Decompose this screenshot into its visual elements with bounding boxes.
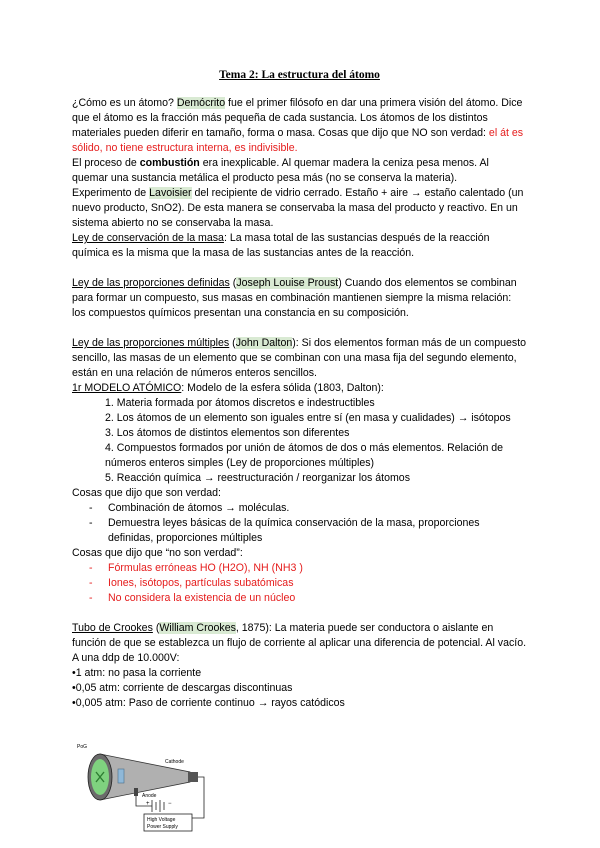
ddp-line: A una ddp de 10.000V: xyxy=(72,652,180,664)
false-heading: Cosas que dijo que “no son verdad”: xyxy=(72,547,243,559)
maltese-cross xyxy=(118,769,124,783)
model-list xyxy=(72,396,527,486)
cathode-cap xyxy=(188,772,198,782)
list-item: • 0,005 atm: Paso de corriente continuo → rayos catódicos xyxy=(72,696,527,711)
paragraph-atomic-model: 1r MODELO ATÓMICO: Modelo de la esfera sólida (1803, Dalton): xyxy=(72,382,384,394)
list-item: • 0,05 atm: corriente de descargas discontinuas xyxy=(72,681,527,696)
crookes-tube-diagram xyxy=(72,738,222,833)
highlight-crookes: William Crookes xyxy=(159,622,236,634)
list-item: 1. Materia formada por átomos discretos e indestructibles xyxy=(105,397,375,409)
list-item: 3. Los átomos de distintos elementos son diferentes xyxy=(105,427,350,439)
label-minus: − xyxy=(168,801,172,807)
ddp-list xyxy=(72,666,527,711)
false-list xyxy=(72,561,527,606)
label-supply-2: Power Supply xyxy=(147,824,178,830)
red-note: el át es sólido, no tiene estructura interna, es indivisible. xyxy=(72,127,524,154)
true-list xyxy=(72,501,527,546)
label-anode: Anode xyxy=(142,793,157,799)
label-left: PoG xyxy=(77,744,88,750)
highlight-democrito: Demócrito xyxy=(176,97,226,109)
paragraph-lavoisier: Experimento de Lavoisier del recipiente de vidrio cerrado. Estaño + aire → estaño calentado (un nuevo producto, SnO2). De esta manera se conservaba la masa del producto y reactivo. En un sistema abierto no se conservaba la masa. xyxy=(72,187,524,229)
highlight-dalton: John Dalton xyxy=(235,337,293,349)
true-heading: Cosas que dijo que son verdad: xyxy=(72,487,222,499)
list-item: 4. Compuestos formados por unión de átomos de dos o más elementos. Relación de números enteros simples (Ley de proporciones múltiples) xyxy=(105,442,504,469)
page-title: Tema 2: La estructura del átomo xyxy=(219,69,380,81)
paragraph-combustion: El proceso de combustión era inexplicable. Al quemar madera la ceniza pesa menos. Al quemar una sustancia metálica el producto pesa más (no se conserva la materia). xyxy=(72,157,489,184)
paragraph-crookes: Tubo de Crookes (William Crookes, 1875): La materia puede ser conductora o aislante en función de que se establezca un flujo de corriente al aplicar una diferencia de potencial. Al vacío. xyxy=(72,622,527,649)
highlight-lavoisier: Lavoisier xyxy=(149,187,192,199)
paragraph-multiple-proportions: Ley de las proporciones múltiples (John Dalton): Si dos elementos forman más de un compuesto sencillo, las masas de un elemento que se combinan con una masa fija del segundo elemento, están en una relación de números enteros sencillos. xyxy=(72,337,527,379)
list-item: - Fórmulas erróneas HO (H2O), NH (NH3 ) xyxy=(72,561,527,576)
list-item: - Iones, isótopos, partículas subatómicas xyxy=(72,576,527,591)
label-plus: + xyxy=(146,801,150,807)
anode xyxy=(134,788,138,796)
label-supply-1: High Voltage xyxy=(147,817,176,823)
paragraph-definite-proportions: Ley de las proporciones definidas (Joseph Louise Proust) Cuando dos elementos se combinan para formar un compuesto, sus masas en combinación mantienen siempre la misma relación: los compuestos químicos presentan una constancia en su composición. xyxy=(72,277,517,319)
document-page xyxy=(72,68,527,711)
paragraph-democrito: ¿Cómo es un átomo? Demócrito fue el primer filósofo en dar una primera visión del átomo. Dice que el átomo es la fracción más pequeña de cada sustancia. Los átomos de los distintos materiales pueden diferir en tamaño, forma o masa. Cosas que dijo que NO son verdad: el át es sólido, no tiene estructura interna, es indivisible. xyxy=(72,97,524,154)
list-item: • 1 atm: no pasa la corriente xyxy=(72,666,527,681)
cathode-wire xyxy=(192,777,204,818)
highlight-proust: Joseph Louise Proust xyxy=(236,277,339,289)
list-item: - No considera la existencia de un núcleo xyxy=(72,591,527,606)
label-cathode: Cathode xyxy=(165,759,184,765)
list-item: 5. Reacción química → reestructuración / reorganizar los átomos xyxy=(105,472,410,484)
list-item: - Combinación de átomos → moléculas. xyxy=(72,501,527,516)
list-item: 2. Los átomos de un elemento son iguales entre sí (en masa y cualidades) → isótopos xyxy=(105,412,511,424)
list-item: - Demuestra leyes básicas de la química conservación de la masa, proporciones definidas, proporciones múltiples xyxy=(72,516,527,546)
paragraph-conservation-law: Ley de conservación de la masa: La masa total de las sustancias después de la reacción química es la misma que la masa de las sustancias antes de la reacción. xyxy=(72,232,490,259)
battery-symbol xyxy=(152,800,164,812)
